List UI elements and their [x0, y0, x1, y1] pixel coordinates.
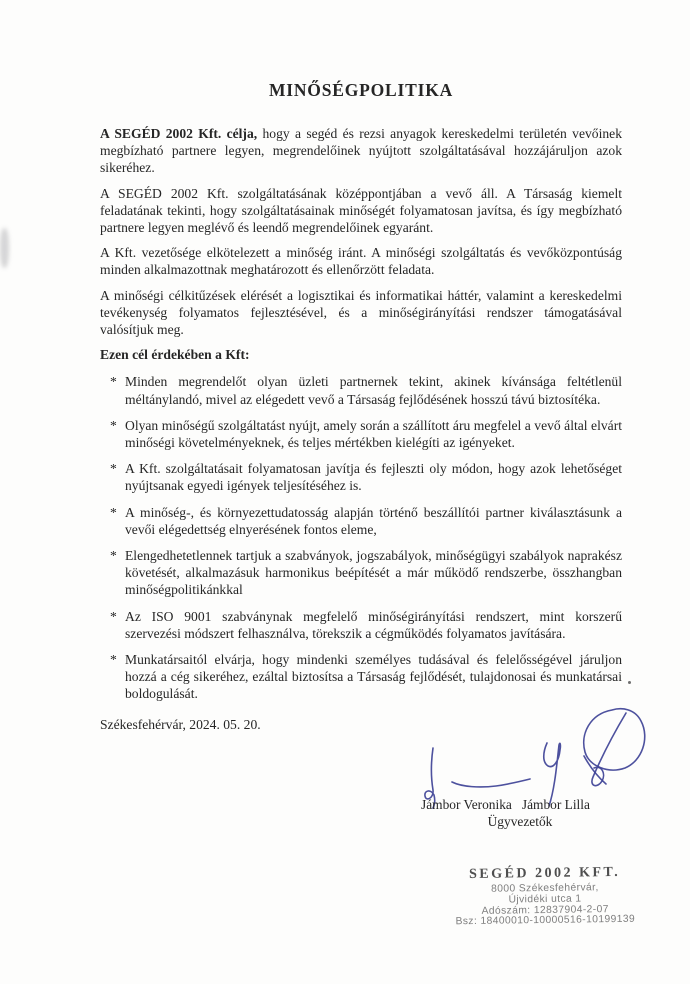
- signature-veronika-flourish: [452, 779, 530, 787]
- list-item: [100, 373, 622, 407]
- signer-name: Jámbor Veronika: [421, 797, 512, 812]
- bullet-text: Minden megrendelőt olyan üzleti partnernek tekint, akinek kívánsága feltétlenül méltánylandó, mivel az elégedett vevő a Társaság fejlődésének hosszú távú biztosítéka.: [125, 374, 622, 407]
- list-item: [100, 547, 622, 599]
- list-heading: Ezen cél érdekében a Kft:: [100, 347, 250, 363]
- bullet-marker: *: [110, 417, 117, 433]
- bullet-marker: *: [110, 504, 117, 520]
- stamp-line: Újvidéki utca 1: [508, 893, 582, 906]
- list-item: [100, 504, 622, 538]
- paragraph: A Kft. vezetősége elkötelezett a minőség iránt. A minőségi szolgáltatás és vevőközpontúság minden alkalmazottnak meghatározott és ellenőrzött feladata.: [100, 245, 622, 278]
- bullet-marker: *: [110, 374, 117, 390]
- bullet-text: Olyan minőségű szolgáltatást nyújt, amely során a szállított áru megfelel a vevő által elvárt minőségi követelményeknek, és teljes mértékben kielégíti az igényeket.: [125, 417, 622, 451]
- signature-names: [421, 797, 621, 813]
- intro-rest: hogy a segéd és rezsi anyagok kereskedelmi területén vevőinek megbízható partnere legyen, megrendelőinek nyújtott szolgáltatásával hozzájáruljon azok sikeréhez.: [100, 126, 622, 176]
- signer-name: Jámbor Lilla: [521, 797, 590, 812]
- list-item: [100, 608, 622, 642]
- stamp-line: Bsz: 18400010-10000516-10199139: [455, 914, 636, 928]
- signature-lilla-loop: [584, 709, 645, 770]
- paragraph: A SEGÉD 2002 Kft. szolgáltatásának középpontjában a vevő áll. A Társaság kiemelt feladatának tekinti, hogy szolgáltatásainak minőségét folyamatosan javítsa, és így megbízható partnere legyen meglévő és leendő megrendelőinek egyaránt.: [100, 185, 622, 236]
- list-item: [100, 651, 622, 703]
- list-item: [100, 417, 622, 451]
- dateline: Székesfehérvár, 2024. 05. 20.: [100, 716, 261, 732]
- bullet-marker: *: [110, 608, 117, 624]
- bullet-text: Elengedhetetlennek tartjuk a szabványok, jogszabályok, minőségügyi szabályok naprakész követését, alkalmazásuk harmonikus beépítését a már működő rendszerbe, összhangban minőségpolitikánkkal: [125, 548, 622, 598]
- bullet-text: Munkatársaitól elvárja, hogy mindenki személyes tudásával és felelősségével járuljon hozzá a cég sikeréhez, ezáltal biztosítsa a Társaság fejlődését, tulajdonosai és munkatársai boldogulását.: [125, 652, 622, 702]
- stamp-line: 8000 Székesfehérvár,: [491, 882, 599, 895]
- bullet-marker: *: [110, 461, 117, 477]
- bullet-marker: *: [110, 548, 117, 564]
- stamp-company-name: SEGÉD 2002 KFT.: [468, 864, 621, 883]
- page-title: MINŐSÉGPOLITIKA: [268, 80, 454, 100]
- company-stamp: [420, 864, 671, 929]
- bullet-text: A Kft. szolgáltatásait folyamatosan javítja és fejleszti oly módon, hogy azok lehetőséget nyújtsanak egyedi igények teljesítéséhez is.: [125, 461, 622, 494]
- bullet-text: Az ISO 9001 szabványnak megfelelő minőségirányítási rendszert, mint korszerű szervezési módszert felhasználva, törekszik a cégműködés folyamatos javítására.: [125, 608, 622, 641]
- bullet-marker: *: [110, 652, 117, 668]
- list-item: [100, 460, 622, 494]
- paragraph: A minőségi célkitűzések elérését a logisztikai és informatikai háttér, valamint a kereskedelmi tevékenység folyamatos fejlesztésével, és a minőségirányítási rendszer támogatásával valósítjuk meg.: [100, 287, 622, 338]
- intro-paragraph: [100, 125, 622, 177]
- intro-lead: A SEGÉD 2002 Kft. célja,: [100, 126, 258, 141]
- scan-smudge: [0, 228, 9, 268]
- bullet-list: [100, 373, 622, 702]
- signer-role: Ügyvezetők: [487, 814, 553, 829]
- bullet-text: A minőség-, és környezettudatosság alapján történő beszállítói partner kiválasztásunk a vevői elégedettség elnyerésének fontos eleme,: [125, 504, 622, 537]
- stamp-line: Adószám: 12837904-2-07: [481, 903, 609, 917]
- scan-dot: [628, 681, 631, 684]
